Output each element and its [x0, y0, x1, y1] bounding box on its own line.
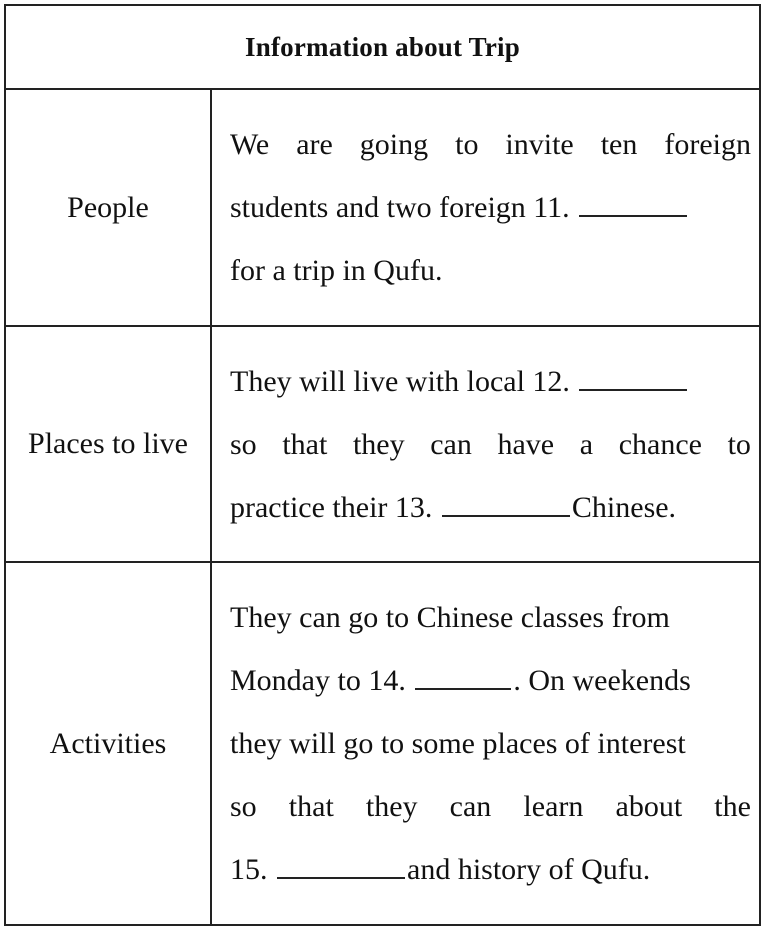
text-segment: On weekends [528, 664, 691, 697]
word: foreign [664, 128, 751, 161]
text-segment: practice their 13. [230, 490, 433, 524]
text-line [230, 712, 751, 775]
answer-blank-15[interactable] [277, 849, 405, 879]
text-line [230, 239, 751, 302]
text-segment: Chinese. [571, 490, 677, 524]
word: learn [523, 790, 584, 823]
text-line [230, 176, 751, 239]
table-row-places [6, 327, 759, 563]
word: can [449, 790, 492, 823]
answer-blank-13[interactable] [442, 487, 570, 517]
table-row-people [6, 90, 759, 327]
row-label-activities: Activities [6, 563, 212, 924]
word: going [359, 128, 429, 161]
word: they [365, 790, 418, 823]
word: about [615, 790, 683, 823]
word: ten [600, 128, 638, 161]
text-segment: 15. [230, 853, 268, 886]
word: are [296, 128, 333, 161]
answer-blank-11[interactable] [579, 187, 687, 217]
text-segment: . [513, 664, 521, 697]
text-line [230, 775, 751, 838]
row-label-places: Places to live [6, 327, 212, 561]
word: have [497, 427, 555, 461]
word: the [714, 790, 751, 823]
answer-blank-12[interactable] [579, 361, 687, 391]
word: chance [618, 427, 702, 461]
word: so [230, 790, 257, 823]
text-line [230, 350, 751, 413]
trip-info-table [4, 4, 761, 926]
word: to [455, 128, 479, 161]
text-line [230, 838, 751, 901]
text-segment: They can go to Chinese classes from [230, 601, 670, 634]
text-line [230, 413, 751, 476]
word: a [579, 427, 594, 461]
word: that [282, 427, 328, 461]
table-title: Information about Trip [245, 31, 520, 62]
word: We [230, 128, 270, 161]
answer-blank-14[interactable] [415, 660, 511, 690]
text-segment: for a trip in Qufu. [230, 254, 443, 287]
text-segment: they will go to some places of interest [230, 727, 686, 760]
row-content-places [230, 327, 751, 561]
row-content-activities [230, 563, 751, 924]
text-segment: and history of Qufu. [407, 853, 651, 886]
table-title-row [6, 6, 759, 90]
word: can [430, 427, 472, 461]
word: that [288, 790, 334, 823]
text-line [230, 113, 751, 176]
text-line [230, 649, 751, 712]
word: they [352, 427, 405, 461]
word: so [230, 427, 257, 461]
text-line [230, 586, 751, 649]
row-content-people [230, 90, 751, 325]
text-segment: students and two foreign 11. [230, 191, 570, 224]
row-label-people: People [6, 90, 212, 325]
word: to [727, 427, 751, 461]
text-segment: Monday to 14. [230, 664, 406, 697]
table-row-activities [6, 563, 759, 924]
text-segment: They will live with local 12. [230, 364, 570, 398]
text-line [230, 476, 751, 539]
word: invite [505, 128, 574, 161]
